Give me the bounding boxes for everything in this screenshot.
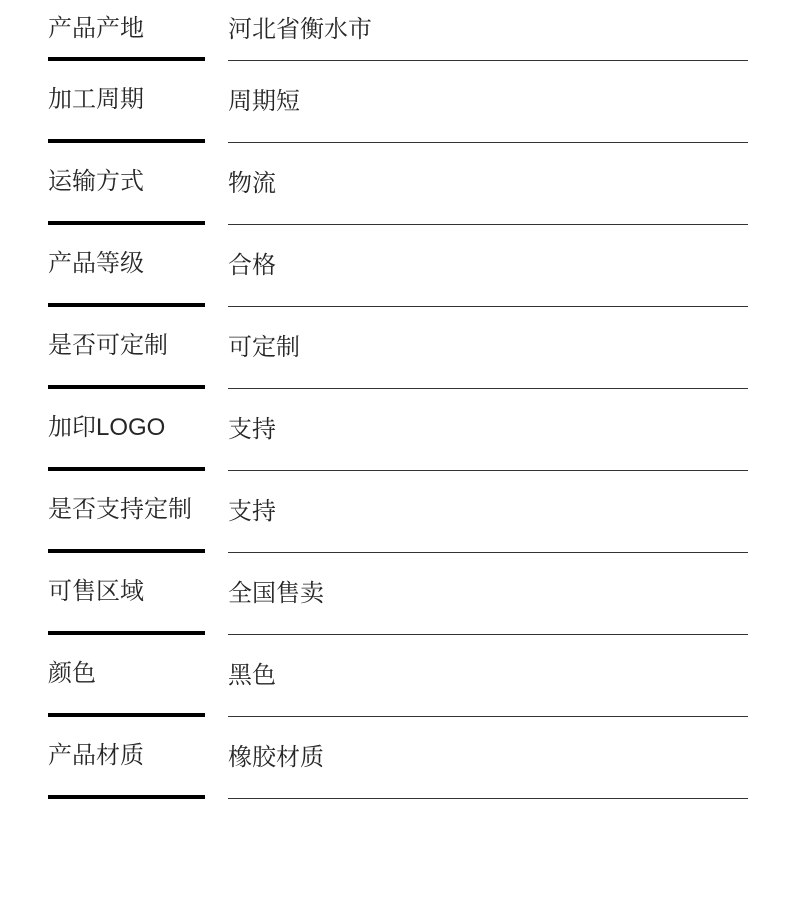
spec-label-material: 产品材质 — [48, 717, 205, 799]
spec-row-sales-region — [48, 553, 748, 635]
spec-label-processing-cycle: 加工周期 — [48, 61, 205, 143]
spec-row-shipping-method — [48, 143, 748, 225]
spec-row-customization-support — [48, 471, 748, 553]
spec-label-sales-region: 可售区域 — [48, 553, 205, 635]
spec-label-color: 颜色 — [48, 635, 205, 717]
spec-value-shipping-method: 物流 — [228, 143, 748, 225]
spec-row-processing-cycle — [48, 61, 748, 143]
spec-value-customizable: 可定制 — [228, 307, 748, 389]
spec-row-material — [48, 717, 748, 799]
spec-value-material: 橡胶材质 — [228, 717, 748, 799]
spec-label-customization-support: 是否支持定制 — [48, 471, 205, 553]
spec-value-logo-printing: 支持 — [228, 389, 748, 471]
spec-row-color — [48, 635, 748, 717]
spec-value-processing-cycle: 周期短 — [228, 61, 748, 143]
spec-label-origin: 产品产地 — [48, 0, 205, 61]
spec-row-origin — [48, 0, 748, 61]
spec-value-color: 黑色 — [228, 635, 748, 717]
spec-label-shipping-method: 运输方式 — [48, 143, 205, 225]
spec-value-product-grade: 合格 — [228, 225, 748, 307]
spec-value-sales-region: 全国售卖 — [228, 553, 748, 635]
spec-value-customization-support: 支持 — [228, 471, 748, 553]
spec-row-product-grade — [48, 225, 748, 307]
spec-label-product-grade: 产品等级 — [48, 225, 205, 307]
spec-row-customizable — [48, 307, 748, 389]
spec-label-customizable: 是否可定制 — [48, 307, 205, 389]
spec-label-logo-printing: 加印LOGO — [48, 389, 205, 471]
spec-row-logo-printing — [48, 389, 748, 471]
spec-value-origin: 河北省衡水市 — [228, 0, 748, 61]
